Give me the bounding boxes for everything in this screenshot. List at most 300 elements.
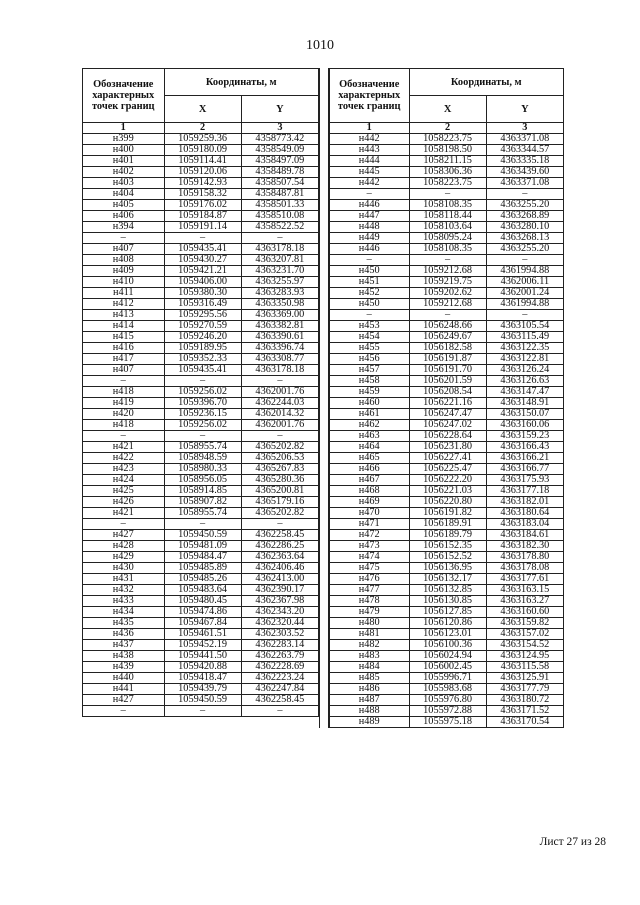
x-header: X — [164, 96, 241, 123]
table-row — [329, 695, 563, 706]
x-value-cell: 1056132.85 — [409, 585, 486, 596]
table-gap — [319, 68, 329, 728]
table-row — [83, 310, 319, 321]
point-label-cell: н444 — [329, 156, 409, 167]
x-value-cell: 1056248.66 — [409, 321, 486, 332]
point-label-cell: н407 — [83, 365, 165, 376]
x-value-cell: 1059474.86 — [164, 607, 241, 618]
point-label-cell: н471 — [329, 519, 409, 530]
point-label-cell: н475 — [329, 563, 409, 574]
table-row — [329, 277, 563, 288]
y-value-cell: 4362390.17 — [241, 585, 318, 596]
x-value-cell: 1058306.36 — [409, 167, 486, 178]
point-label-cell: н446 — [329, 244, 409, 255]
y-value-cell: – — [241, 519, 318, 530]
y-value-cell: 4363122.81 — [486, 354, 563, 365]
y-value-cell: 4362286.25 — [241, 541, 318, 552]
x-value-cell: 1056136.95 — [409, 563, 486, 574]
table-row — [329, 574, 563, 585]
x-value-cell: 1059256.02 — [164, 387, 241, 398]
table-row — [329, 662, 563, 673]
x-value-cell: 1059481.09 — [164, 541, 241, 552]
point-label-cell: н450 — [329, 266, 409, 277]
table-row — [83, 134, 319, 145]
point-label-cell: н405 — [83, 200, 165, 211]
point-label-cell: н477 — [329, 585, 409, 596]
point-label-cell: н421 — [83, 508, 165, 519]
table-row — [83, 277, 319, 288]
point-label-cell: н402 — [83, 167, 165, 178]
x-value-cell: 1059158.32 — [164, 189, 241, 200]
point-label-cell: н409 — [83, 266, 165, 277]
x-value-cell: – — [164, 376, 241, 387]
x-value-cell: 1058955.74 — [164, 442, 241, 453]
y-value-cell: 4365200.81 — [241, 486, 318, 497]
y-value-cell: – — [241, 233, 318, 244]
x-value-cell: 1059212.68 — [409, 266, 486, 277]
table-row — [83, 618, 319, 629]
point-label-cell: н476 — [329, 574, 409, 585]
y-value-cell: 4363255.97 — [241, 277, 318, 288]
x-value-cell: 1058118.44 — [409, 211, 486, 222]
table-row — [83, 167, 319, 178]
point-label-cell: – — [83, 431, 165, 442]
x-value-cell: 1059485.26 — [164, 574, 241, 585]
point-label-cell: – — [83, 233, 165, 244]
point-label-cell: н441 — [83, 684, 165, 695]
point-label-cell: н466 — [329, 464, 409, 475]
point-label-cell: н486 — [329, 684, 409, 695]
x-value-cell: – — [164, 706, 241, 717]
x-value-cell: 1059212.68 — [409, 299, 486, 310]
column-number: 1 — [329, 123, 409, 134]
table-row — [83, 420, 319, 431]
y-value-cell: 4363439.60 — [486, 167, 563, 178]
table-row — [329, 475, 563, 486]
x-value-cell: 1059406.00 — [164, 277, 241, 288]
label-column-header: Обозначение характерных точек границ — [83, 69, 165, 123]
point-label-cell: н445 — [329, 167, 409, 178]
x-value-cell: 1056225.47 — [409, 464, 486, 475]
y-value-cell: 4358522.52 — [241, 222, 318, 233]
y-value-cell: 4363369.00 — [241, 310, 318, 321]
y-value-cell: 4361994.88 — [486, 299, 563, 310]
x-value-cell: – — [409, 189, 486, 200]
x-value-cell: 1059120.06 — [164, 167, 241, 178]
point-label-cell: н452 — [329, 288, 409, 299]
right-table-body — [329, 134, 563, 728]
x-value-cell: 1059114.41 — [164, 156, 241, 167]
x-value-cell: 1058103.64 — [409, 222, 486, 233]
x-value-cell: 1059450.59 — [164, 695, 241, 706]
y-value-cell: 4362258.45 — [241, 530, 318, 541]
y-value-cell: 4362303.52 — [241, 629, 318, 640]
table-row — [329, 145, 563, 156]
y-value-cell: 4365202.82 — [241, 442, 318, 453]
point-label-cell: н455 — [329, 343, 409, 354]
table-row — [83, 607, 319, 618]
y-value-cell: 4363182.01 — [486, 497, 563, 508]
point-label-cell: н464 — [329, 442, 409, 453]
table-row — [329, 673, 563, 684]
y-value-cell: 4363170.54 — [486, 717, 563, 728]
y-value-cell: 4363157.02 — [486, 629, 563, 640]
y-value-cell: – — [486, 255, 563, 266]
y-value-cell: 4362367.98 — [241, 596, 318, 607]
x-value-cell: 1055983.68 — [409, 684, 486, 695]
y-value-cell: 4362263.79 — [241, 651, 318, 662]
x-value-cell: 1059485.89 — [164, 563, 241, 574]
point-label-cell: н418 — [83, 387, 165, 398]
y-value-cell: 4363126.24 — [486, 365, 563, 376]
y-value-cell: 4362320.44 — [241, 618, 318, 629]
table-row — [83, 398, 319, 409]
y-value-cell: 4363122.35 — [486, 343, 563, 354]
x-value-cell: 1059441.50 — [164, 651, 241, 662]
table-row — [329, 233, 563, 244]
table-row — [329, 651, 563, 662]
point-label-cell: н472 — [329, 530, 409, 541]
point-label-cell: н406 — [83, 211, 165, 222]
x-value-cell: 1056130.85 — [409, 596, 486, 607]
point-label-cell: н414 — [83, 321, 165, 332]
table-row — [329, 332, 563, 343]
point-label-cell: н483 — [329, 651, 409, 662]
point-label-cell: н448 — [329, 222, 409, 233]
y-value-cell: 4363390.61 — [241, 332, 318, 343]
y-value-cell: 4363382.81 — [241, 321, 318, 332]
table-row — [83, 706, 319, 717]
coordinates-header: Координаты, м — [164, 69, 319, 96]
x-value-cell: 1059142.93 — [164, 178, 241, 189]
table-row — [329, 519, 563, 530]
point-label-cell: н434 — [83, 607, 165, 618]
point-label-cell: н488 — [329, 706, 409, 717]
y-value-cell: 4362343.20 — [241, 607, 318, 618]
point-label-cell: – — [83, 376, 165, 387]
point-label-cell: н461 — [329, 409, 409, 420]
table-row — [83, 486, 319, 497]
table-row — [329, 189, 563, 200]
y-value-cell: 4363160.06 — [486, 420, 563, 431]
x-value-cell: 1059259.36 — [164, 134, 241, 145]
x-value-cell: 1059480.45 — [164, 596, 241, 607]
table-row — [83, 376, 319, 387]
y-value-cell: 4363231.70 — [241, 266, 318, 277]
y-value-cell: 4362283.14 — [241, 640, 318, 651]
x-value-cell: 1055972.88 — [409, 706, 486, 717]
y-value-cell: 4363182.30 — [486, 541, 563, 552]
table-row — [329, 486, 563, 497]
table-row — [83, 541, 319, 552]
y-value-cell: – — [241, 706, 318, 717]
table-row — [329, 387, 563, 398]
x-value-cell: 1058948.59 — [164, 453, 241, 464]
x-value-cell: 1056152.35 — [409, 541, 486, 552]
x-value-cell: 1058108.35 — [409, 200, 486, 211]
point-label-cell: н454 — [329, 332, 409, 343]
point-label-cell: н404 — [83, 189, 165, 200]
table-row — [83, 409, 319, 420]
y-value-cell: 4363255.20 — [486, 244, 563, 255]
table-row — [329, 530, 563, 541]
y-value-cell: 4363255.20 — [486, 200, 563, 211]
point-label-cell: н451 — [329, 277, 409, 288]
y-value-cell: 4363184.61 — [486, 530, 563, 541]
x-value-cell: 1059380.30 — [164, 288, 241, 299]
x-value-cell: 1058955.74 — [164, 508, 241, 519]
y-value-cell: 4363177.79 — [486, 684, 563, 695]
y-value-cell: – — [486, 310, 563, 321]
y-value-cell: 4363166.21 — [486, 453, 563, 464]
point-label-cell: н489 — [329, 717, 409, 728]
y-value-cell: 4363178.18 — [241, 365, 318, 376]
point-label-cell: н422 — [83, 453, 165, 464]
table-row — [83, 695, 319, 706]
table-row — [329, 255, 563, 266]
y-value-cell: 4362014.32 — [241, 409, 318, 420]
table-row — [329, 266, 563, 277]
point-label-cell: н438 — [83, 651, 165, 662]
table-row — [329, 431, 563, 442]
table-row — [83, 662, 319, 673]
table-row — [83, 354, 319, 365]
point-label-cell: н465 — [329, 453, 409, 464]
point-label-cell: н487 — [329, 695, 409, 706]
point-label-cell: н459 — [329, 387, 409, 398]
x-value-cell: 1059439.79 — [164, 684, 241, 695]
x-value-cell: 1059421.21 — [164, 266, 241, 277]
point-label-cell: н412 — [83, 299, 165, 310]
table-row — [329, 706, 563, 717]
x-value-cell: 1056227.41 — [409, 453, 486, 464]
table-row — [329, 343, 563, 354]
y-value-cell: 4363115.49 — [486, 332, 563, 343]
table-row — [329, 508, 563, 519]
y-value-cell: 4358507.54 — [241, 178, 318, 189]
x-value-cell: 1059256.02 — [164, 420, 241, 431]
y-value-cell: 4358773.42 — [241, 134, 318, 145]
sheet-label: Лист 27 из 28 — [539, 836, 606, 848]
x-value-cell: 1059236.15 — [164, 409, 241, 420]
x-value-cell: 1059483.64 — [164, 585, 241, 596]
y-value-cell: 4363180.64 — [486, 508, 563, 519]
x-value-cell: 1059202.62 — [409, 288, 486, 299]
table-row — [83, 288, 319, 299]
x-value-cell: 1059176.02 — [164, 200, 241, 211]
point-label-cell: н420 — [83, 409, 165, 420]
table-row — [83, 442, 319, 453]
y-value-cell: 4362001.76 — [241, 420, 318, 431]
x-value-cell: 1056132.17 — [409, 574, 486, 585]
point-label-cell: н418 — [83, 420, 165, 431]
y-value-cell: 4363207.81 — [241, 255, 318, 266]
table-row — [83, 684, 319, 695]
x-value-cell: 1056191.87 — [409, 354, 486, 365]
y-value-cell: 4362001.76 — [241, 387, 318, 398]
y-value-cell: 4363105.54 — [486, 321, 563, 332]
point-label-cell: н460 — [329, 398, 409, 409]
point-label-cell: – — [329, 189, 409, 200]
point-label-cell: н427 — [83, 695, 165, 706]
x-value-cell: 1055975.18 — [409, 717, 486, 728]
y-value-cell: 4362228.69 — [241, 662, 318, 673]
table-row — [83, 211, 319, 222]
x-value-cell: 1056182.58 — [409, 343, 486, 354]
x-value-cell: 1056221.03 — [409, 486, 486, 497]
y-value-cell: 4362413.00 — [241, 574, 318, 585]
x-value-cell: 1056191.70 — [409, 365, 486, 376]
table-row — [329, 629, 563, 640]
y-value-cell: 4363126.63 — [486, 376, 563, 387]
point-label-cell: н457 — [329, 365, 409, 376]
point-label-cell: н482 — [329, 640, 409, 651]
column-number: 2 — [164, 123, 241, 134]
y-value-cell: 4365267.83 — [241, 464, 318, 475]
point-label-cell: н435 — [83, 618, 165, 629]
point-label-cell: – — [329, 310, 409, 321]
x-value-cell: 1059180.09 — [164, 145, 241, 156]
point-label-cell: н456 — [329, 354, 409, 365]
x-value-cell: 1059352.33 — [164, 354, 241, 365]
coordinates-table-left — [82, 68, 319, 717]
y-value-cell: 4365280.36 — [241, 475, 318, 486]
point-label-cell: н474 — [329, 552, 409, 563]
x-value-cell: 1056152.52 — [409, 552, 486, 563]
x-value-cell: – — [164, 519, 241, 530]
x-value-cell: 1056247.02 — [409, 420, 486, 431]
x-value-cell: 1056247.47 — [409, 409, 486, 420]
x-value-cell: 1059418.47 — [164, 673, 241, 684]
label-column-header: Обозначение характерных точек границ — [329, 69, 409, 123]
table-row — [329, 552, 563, 563]
x-value-cell: 1056191.82 — [409, 508, 486, 519]
x-value-cell: 1059467.84 — [164, 618, 241, 629]
table-row — [329, 354, 563, 365]
table-row — [83, 574, 319, 585]
y-value-cell: 4363154.52 — [486, 640, 563, 651]
x-value-cell: 1058223.75 — [409, 134, 486, 145]
y-value-cell: 4363177.18 — [486, 486, 563, 497]
point-label-cell: н416 — [83, 343, 165, 354]
point-label-cell: н470 — [329, 508, 409, 519]
point-label-cell: н450 — [329, 299, 409, 310]
point-label-cell: н463 — [329, 431, 409, 442]
x-value-cell: 1059270.59 — [164, 321, 241, 332]
table-row — [83, 585, 319, 596]
table-row — [83, 497, 319, 508]
y-value-cell: – — [486, 189, 563, 200]
y-value-cell: 4363283.93 — [241, 288, 318, 299]
column-number: 3 — [486, 123, 563, 134]
x-value-cell: 1058956.05 — [164, 475, 241, 486]
x-value-cell: 1059450.59 — [164, 530, 241, 541]
point-label-cell: н419 — [83, 398, 165, 409]
table-row — [329, 607, 563, 618]
point-label-cell: н469 — [329, 497, 409, 508]
y-value-cell: 4363344.57 — [486, 145, 563, 156]
table-row — [329, 288, 563, 299]
table-row — [83, 651, 319, 662]
table-row — [83, 365, 319, 376]
y-value-cell: 4362406.46 — [241, 563, 318, 574]
table-row — [329, 376, 563, 387]
table-row — [329, 409, 563, 420]
y-value-cell: 4358549.09 — [241, 145, 318, 156]
y-value-cell: 4363159.23 — [486, 431, 563, 442]
table-row — [83, 563, 319, 574]
y-value-cell: – — [241, 376, 318, 387]
table-row — [329, 684, 563, 695]
x-value-cell: 1058223.75 — [409, 178, 486, 189]
x-value-cell: – — [164, 233, 241, 244]
y-value-cell: 4362006.11 — [486, 277, 563, 288]
table-row — [83, 596, 319, 607]
y-header: Y — [241, 96, 318, 123]
x-value-cell: 1058980.33 — [164, 464, 241, 475]
table-row — [329, 222, 563, 233]
table-row — [83, 519, 319, 530]
table-row — [329, 640, 563, 651]
y-value-cell: 4363166.77 — [486, 464, 563, 475]
x-value-cell: 1056249.67 — [409, 332, 486, 343]
y-value-cell: 4363163.15 — [486, 585, 563, 596]
point-label-cell: н423 — [83, 464, 165, 475]
table-row — [83, 629, 319, 640]
x-value-cell: 1058095.24 — [409, 233, 486, 244]
y-value-cell: 4363396.74 — [241, 343, 318, 354]
y-value-cell: 4363335.18 — [486, 156, 563, 167]
table-row — [83, 343, 319, 354]
point-label-cell: н432 — [83, 585, 165, 596]
table-row — [329, 453, 563, 464]
column-number: 3 — [241, 123, 318, 134]
y-value-cell: 4363180.72 — [486, 695, 563, 706]
x-value-cell: 1059461.51 — [164, 629, 241, 640]
table-row — [83, 200, 319, 211]
table-row — [83, 299, 319, 310]
point-label-cell: – — [83, 519, 165, 530]
table-row — [83, 332, 319, 343]
table-row — [329, 541, 563, 552]
table-row — [83, 640, 319, 651]
y-value-cell: 4363147.47 — [486, 387, 563, 398]
y-value-cell: 4363148.91 — [486, 398, 563, 409]
x-value-cell: 1056220.80 — [409, 497, 486, 508]
x-value-cell: 1056222.20 — [409, 475, 486, 486]
table-row — [329, 299, 563, 310]
point-label-cell: н479 — [329, 607, 409, 618]
table-row — [329, 310, 563, 321]
y-value-cell: 4363159.82 — [486, 618, 563, 629]
table-row — [83, 464, 319, 475]
table-row — [83, 244, 319, 255]
point-label-cell: н442 — [329, 134, 409, 145]
x-value-cell: 1059435.41 — [164, 365, 241, 376]
x-value-cell: 1059396.70 — [164, 398, 241, 409]
y-header: Y — [486, 96, 563, 123]
y-value-cell: 4358487.81 — [241, 189, 318, 200]
column-number: 2 — [409, 123, 486, 134]
table-row — [83, 673, 319, 684]
x-value-cell: 1059219.75 — [409, 277, 486, 288]
table-row — [329, 497, 563, 508]
point-label-cell: н408 — [83, 255, 165, 266]
point-label-cell: н430 — [83, 563, 165, 574]
y-value-cell: 4358501.33 — [241, 200, 318, 211]
point-label-cell: н433 — [83, 596, 165, 607]
point-label-cell: н426 — [83, 497, 165, 508]
